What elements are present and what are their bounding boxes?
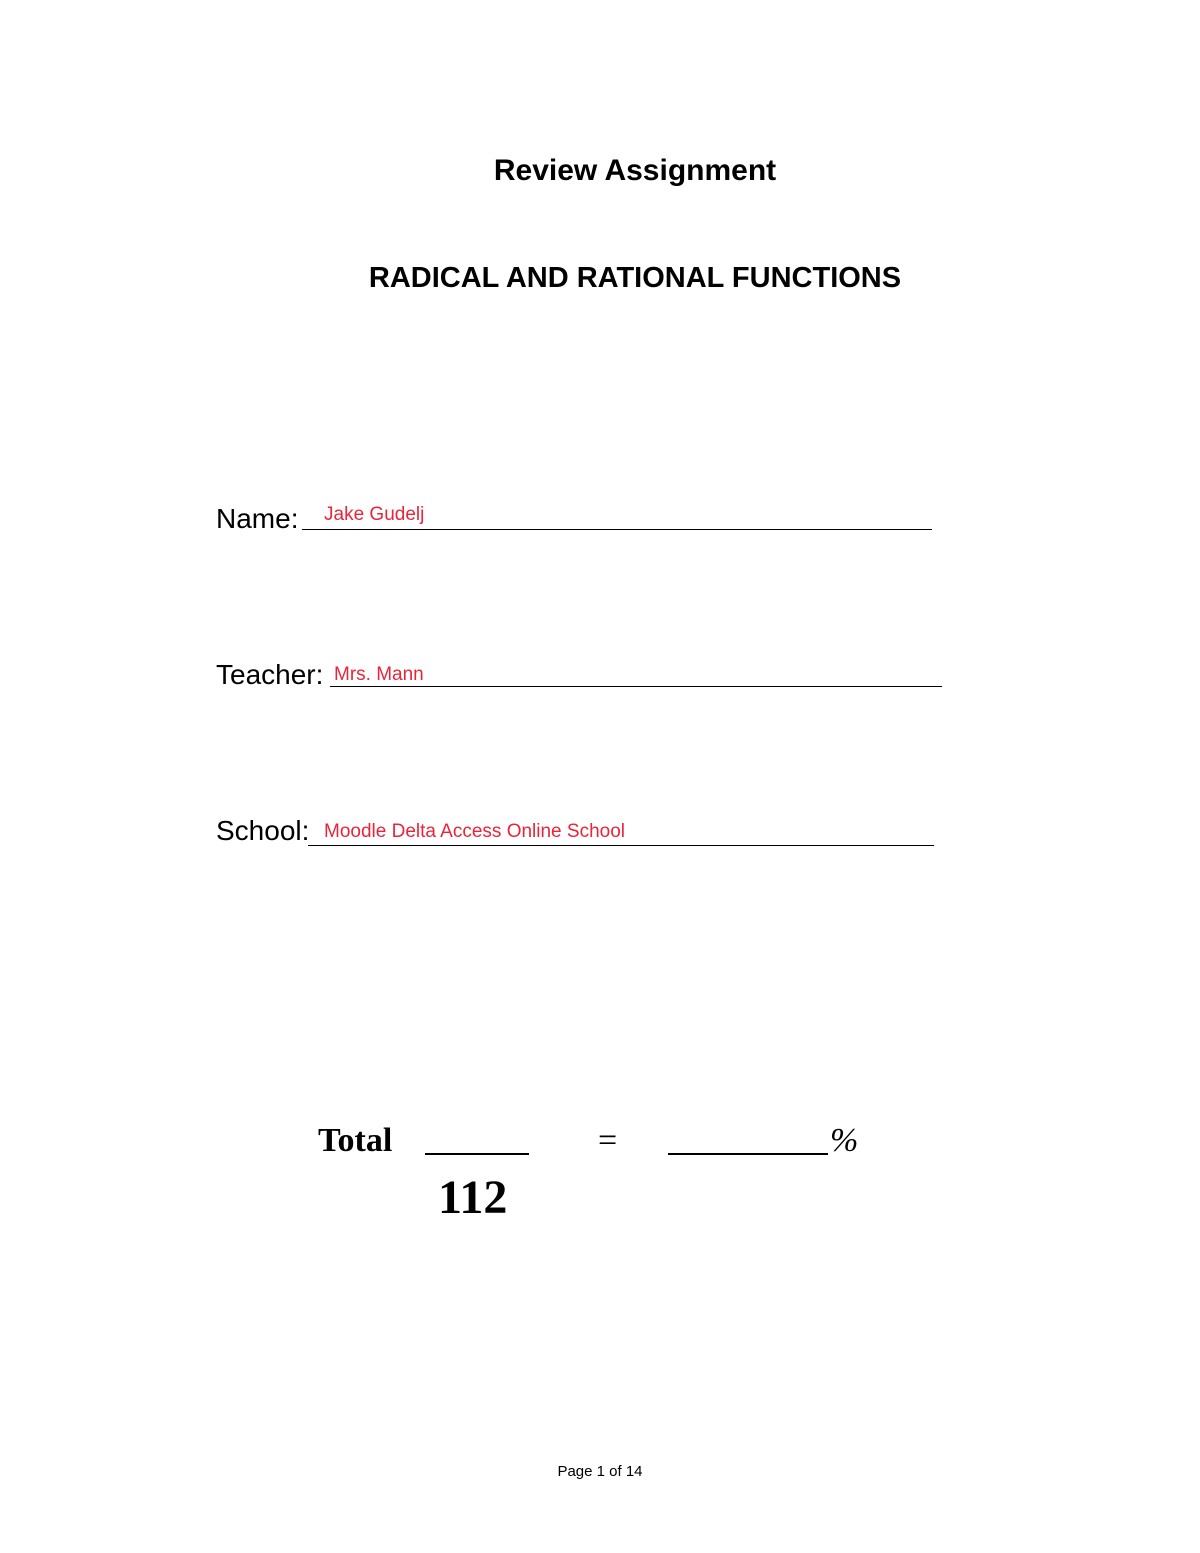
score-denominator: 112 <box>438 1171 508 1224</box>
school-label: School: <box>216 815 310 846</box>
total-label: Total <box>318 1122 393 1159</box>
document-title: Review Assignment <box>493 154 777 187</box>
percent-blank <box>668 1153 828 1155</box>
teacher-label: Teacher: <box>216 659 324 690</box>
equals-sign: = <box>598 1122 618 1159</box>
name-field[interactable]: Jake Gudelj <box>324 504 425 525</box>
document-subtitle: RADICAL AND RATIONAL FUNCTIONS <box>368 262 902 294</box>
teacher-field-line <box>330 686 942 687</box>
teacher-field[interactable]: Mrs. Mann <box>334 664 424 685</box>
school-field-line <box>308 845 934 846</box>
name-label: Name: <box>216 503 299 534</box>
school-field[interactable]: Moodle Delta Access Online School <box>324 821 625 842</box>
page-number: Page 1 of 14 <box>557 1463 643 1480</box>
score-blank <box>425 1153 529 1155</box>
name-field-line <box>302 529 932 530</box>
percent-sign: % <box>830 1122 859 1159</box>
